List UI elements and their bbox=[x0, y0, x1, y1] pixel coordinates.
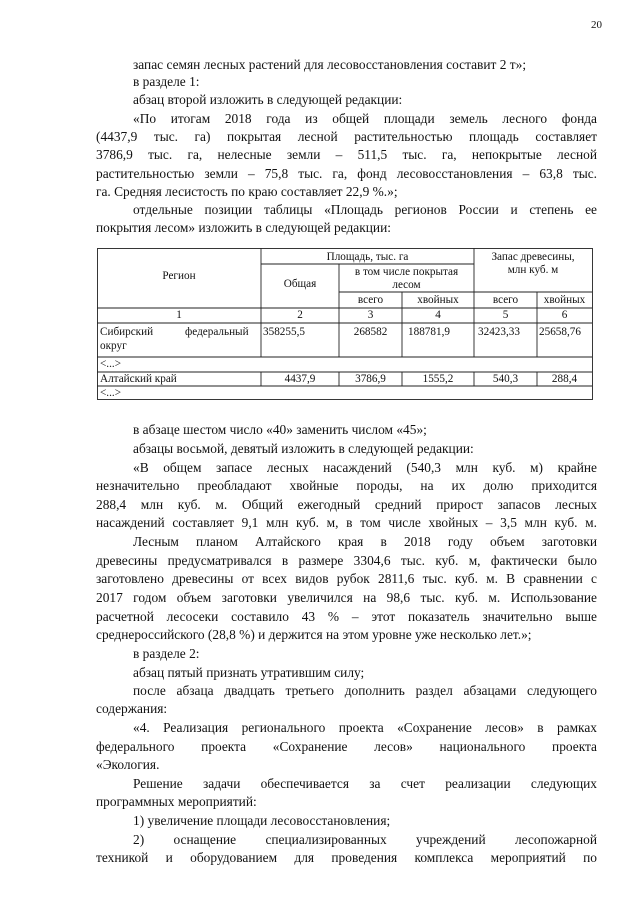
text-line: (4437,9 тыс. га) покрытая лесной растительностью площадь составляет bbox=[96, 129, 597, 144]
text-line: 288,4 млн куб. м. Общий ежегодный средний прирост запасов лесных bbox=[96, 497, 597, 512]
row-total: 358255,5 bbox=[263, 326, 305, 338]
text-line: заготовлено древесины от всех видов рубок 2811,6 тыс. куб. м. В сравнении с bbox=[96, 571, 597, 586]
text-line: абзац второй изложить в следующей редакции: bbox=[133, 92, 403, 107]
text-line: в абзаце шестом число «40» заменить числом «45»; bbox=[133, 422, 427, 437]
row-stock-conifer: 25658,76 bbox=[539, 326, 581, 338]
col-number: 4 bbox=[435, 309, 441, 321]
row-total: 4437,9 bbox=[284, 373, 316, 385]
text-line: древесины предусматривался в размере 3304,6 тыс. куб. м, фактически было bbox=[96, 553, 597, 568]
header-covered: в том числе покрытая bbox=[354, 266, 459, 278]
header-stock-all: всего bbox=[492, 294, 519, 306]
row-stock-all: 540,3 bbox=[492, 373, 519, 385]
header-stock-conifer: хвойных bbox=[543, 294, 586, 306]
header-all: всего bbox=[357, 294, 384, 306]
text-line: 2017 годом объем заготовки увеличился на 98,6 тыс. куб. м. Использование bbox=[96, 590, 597, 605]
row-all: 268582 bbox=[353, 326, 388, 338]
row-stock-all: 32423,33 bbox=[478, 326, 520, 338]
col-number: 1 bbox=[176, 309, 182, 321]
text-line: абзацы восьмой, девятый изложить в следующей редакции: bbox=[133, 441, 474, 456]
text-line: в разделе 1: bbox=[133, 74, 200, 89]
text-line: отдельные позиции таблицы «Площадь регионов России и степень ее bbox=[133, 202, 597, 217]
text-line: «В общем запасе лесных насаждений (540,3 млн куб. м) крайне bbox=[133, 460, 597, 475]
text-line: среднероссийского (28,8 %) и держится на этом уровне уже несколько лет.»; bbox=[96, 627, 532, 642]
text-line: программных мероприятий: bbox=[96, 794, 257, 809]
text-line: содержания: bbox=[96, 701, 168, 716]
text-line: 1) увеличение площади лесовосстановления; bbox=[133, 813, 391, 828]
header-area: Площадь, тыс. га bbox=[326, 251, 409, 263]
header-region: Регион bbox=[162, 270, 196, 282]
text-line: га. Средняя лесистость по краю составляет 22,9 %.»; bbox=[96, 184, 398, 199]
col-number: 3 bbox=[367, 309, 374, 321]
text-line: растительностью земли – 75,8 тыс. га, фонд лесовосстановления – 63,8 тыс. bbox=[96, 166, 597, 181]
text-line: Лесным планом Алтайского края в 2018 году объем заготовки bbox=[133, 534, 597, 549]
text-line: федерального проекта «Сохранение лесов» национального проекта bbox=[96, 739, 597, 754]
text-line: 3786,9 тыс. га, нелесные земли – 511,5 тыс. га, непокрытые лесной bbox=[96, 147, 597, 162]
row-conifer: 188781,9 bbox=[408, 326, 450, 338]
col-number: 5 bbox=[502, 309, 509, 321]
header-covered-2: лесом bbox=[392, 279, 421, 291]
text-line: «По итогам 2018 года из общей площади земель лесного фонда bbox=[133, 111, 597, 126]
text-line: абзац пятый признать утратившим силу; bbox=[133, 665, 365, 680]
text-line: расчетной лесосеки составило 43 % – этот показатель значительно выше bbox=[96, 609, 597, 624]
header-stock: Запас древесины, bbox=[491, 251, 575, 263]
header-stock-2: млн куб. м bbox=[507, 264, 559, 276]
row-stock-conifer: 288,4 bbox=[551, 373, 578, 385]
row-region: федеральный bbox=[185, 326, 249, 338]
row-all: 3786,9 bbox=[355, 373, 386, 385]
row-region: Алтайский край bbox=[100, 373, 177, 385]
text-line: «4. Реализация регионального проекта «Сохранение лесов» в рамках bbox=[133, 720, 597, 735]
col-number: 6 bbox=[561, 309, 568, 321]
text-line: насаждений составляет 9,1 млн куб. м, в том числе хвойных – 3,5 млн куб. м. bbox=[96, 515, 597, 530]
col-number: 2 bbox=[297, 309, 303, 321]
text-line: Решение задачи обеспечивается за счет реализации следующих bbox=[133, 776, 597, 791]
text-line: «Экология. bbox=[96, 757, 160, 772]
forest-area-table bbox=[97, 248, 593, 400]
row-ellipsis: <...> bbox=[100, 387, 122, 399]
header-conifer: хвойных bbox=[417, 294, 459, 306]
text-line: покрытия лесом» изложить в следующей редакции: bbox=[96, 220, 391, 235]
text-line: в разделе 2: bbox=[133, 646, 200, 661]
row-ellipsis: <...> bbox=[100, 358, 122, 370]
header-total: Общая bbox=[283, 278, 317, 290]
text-line: незначительно преобладают хвойные породы, на их долю приходится bbox=[96, 478, 597, 493]
text-line: после абзаца двадцать третьего дополнить раздел абзацами следующего bbox=[133, 683, 597, 698]
page-number: 20 bbox=[591, 19, 602, 31]
row-conifer: 1555,2 bbox=[422, 373, 454, 385]
row-region: округ bbox=[100, 340, 127, 352]
text-line: техникой и оборудованием для проведения комплекса мероприятий по bbox=[96, 850, 597, 865]
text-line: 2) оснащение специализированных учреждений лесопожарной bbox=[133, 832, 597, 847]
row-region: Сибирский bbox=[100, 326, 154, 338]
text-line: запас семян лесных растений для лесовосстановления составит 2 т»; bbox=[133, 57, 527, 72]
